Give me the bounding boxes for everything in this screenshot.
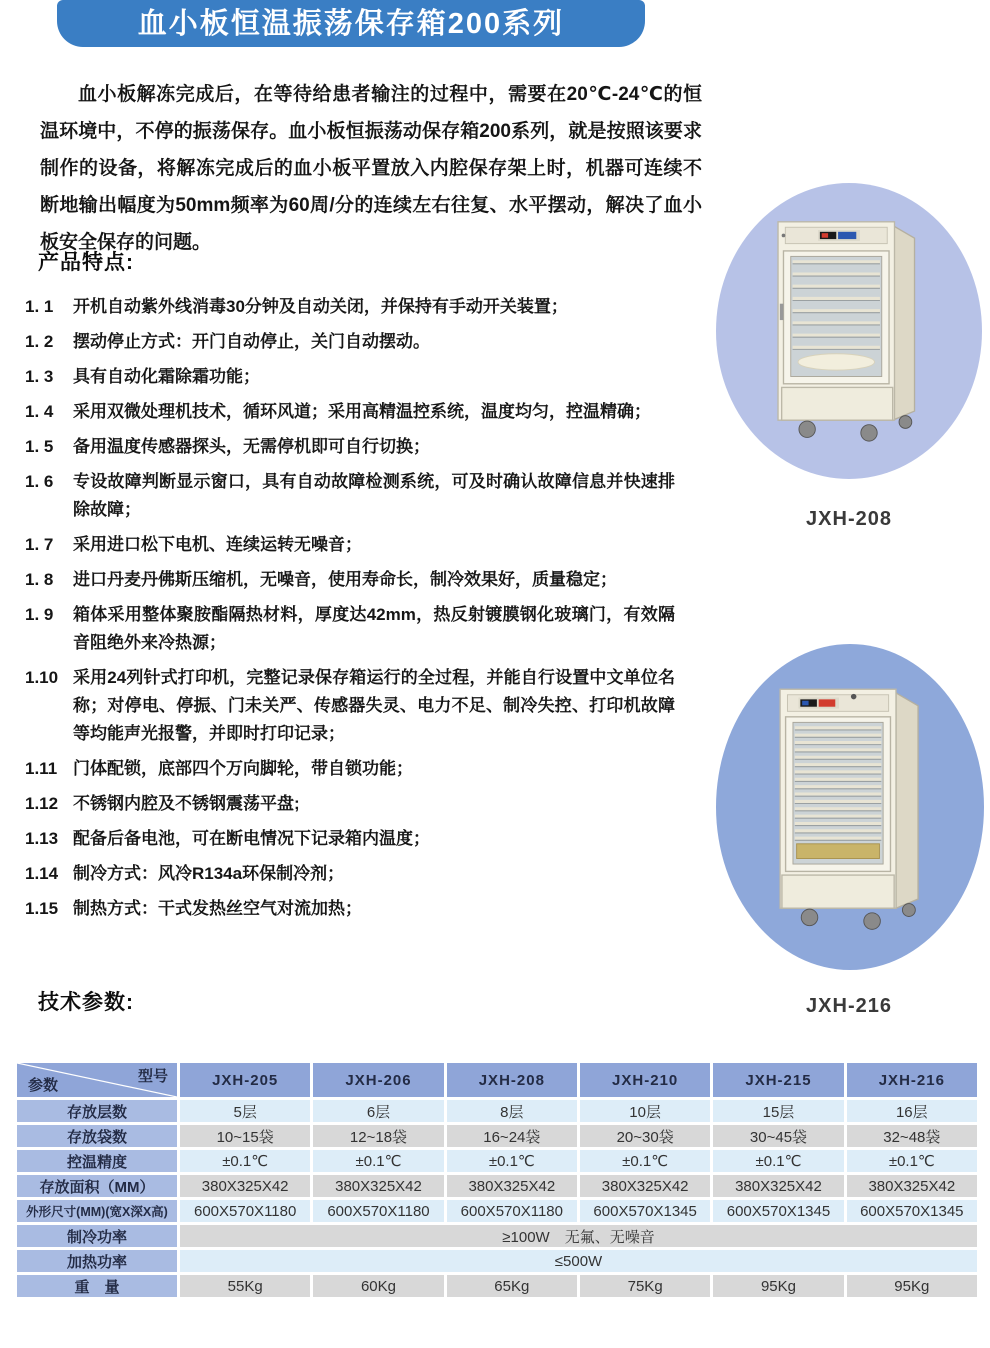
- feature-item: [25, 531, 675, 559]
- spec-value: 600X570X1180: [313, 1200, 443, 1222]
- feature-number: 1.15: [25, 899, 59, 918]
- spec-value: ±0.1℃: [447, 1150, 577, 1172]
- spec-value: 30~45袋: [713, 1125, 843, 1147]
- spec-value: ±0.1℃: [580, 1150, 710, 1172]
- feature-text: 进口丹麦丹佛斯压缩机，无噪音，使用寿命长，制冷效果好，质量稳定；: [73, 570, 617, 589]
- model-header: JXH-215: [713, 1063, 843, 1097]
- feature-number: 1. 7: [25, 535, 54, 554]
- spec-value: 600X570X1345: [713, 1200, 843, 1222]
- feature-text: 专设故障判断显示窗口，具有自动故障检测系统，可及时确认故障信息并快速排除故障；: [73, 472, 675, 519]
- spec-row-label: 存放层数: [17, 1100, 177, 1122]
- spec-value: 65Kg: [447, 1275, 577, 1297]
- feature-text: 制冷方式：风冷R134a环保制冷剂；: [73, 864, 345, 883]
- page-title: 血小板恒温振荡保存箱200系列: [57, 0, 645, 47]
- feature-text: 开机自动紫外线消毒30分钟及自动关闭，并保持有手动开关装置；: [73, 297, 568, 316]
- model-header: JXH-210: [580, 1063, 710, 1097]
- feature-item: [25, 895, 675, 923]
- feature-number: 1. 6: [25, 472, 54, 491]
- product-photo-circle-2: [716, 644, 984, 970]
- model-header: JXH-208: [447, 1063, 577, 1097]
- spec-value: ±0.1℃: [180, 1150, 310, 1172]
- product-image-jxh208: [758, 210, 940, 452]
- spec-value: ±0.1℃: [313, 1150, 443, 1172]
- feature-number: 1.10: [25, 668, 59, 687]
- spec-row-label: 控温精度: [17, 1150, 177, 1172]
- feature-text: 采用24列针式打印机，完整记录保存箱运行的全过程，并能自行设置中文单位名称；对停电、停振、门未关严、传感器失灵、电力不足、制冷失控、打印机故障等均能声光报警，并即时打印记录；: [73, 668, 675, 743]
- spec-value: 10~15袋: [180, 1125, 310, 1147]
- product-photo-circle-1: [716, 183, 982, 479]
- spec-value: 20~30袋: [580, 1125, 710, 1147]
- feature-number: 1. 2: [25, 332, 54, 351]
- feature-number: 1. 1: [25, 297, 54, 316]
- feature-list: [25, 293, 675, 930]
- spec-value: 380X325X42: [580, 1175, 710, 1197]
- spec-row: [17, 1100, 977, 1122]
- spec-table: [14, 1060, 980, 1300]
- spec-table-head-row: [17, 1063, 977, 1097]
- feature-text: 摆动停止方式：开门自动停止，关门自动摆动。: [73, 332, 430, 351]
- product-label-2: JXH-216: [806, 995, 892, 1017]
- feature-number: 1. 9: [25, 605, 54, 624]
- spec-value: 75Kg: [580, 1275, 710, 1297]
- spec-value: 5层: [180, 1100, 310, 1122]
- corner-label-param: 参数: [28, 1077, 59, 1094]
- spec-value-span: ≤500W: [180, 1250, 977, 1272]
- spec-row-label: 制冷功率: [17, 1225, 177, 1247]
- spec-row: [17, 1175, 977, 1197]
- features-heading: 产品特点:: [38, 251, 134, 274]
- corner-cell: [17, 1063, 177, 1097]
- feature-item: [25, 860, 675, 888]
- spec-table-body: [17, 1100, 977, 1297]
- spec-value: 600X570X1180: [447, 1200, 577, 1222]
- feature-text: 采用双微处理机技术，循环风道；采用高精温控系统，温度均匀，控温精确；: [73, 402, 651, 421]
- spec-value: 32~48袋: [847, 1125, 977, 1147]
- feature-item: [25, 790, 675, 818]
- spec-value: 380X325X42: [847, 1175, 977, 1197]
- spec-value: 380X325X42: [447, 1175, 577, 1197]
- feature-number: 1.14: [25, 864, 59, 883]
- feature-item: [25, 468, 675, 524]
- feature-item: [25, 755, 675, 783]
- spec-value: 600X570X1180: [180, 1200, 310, 1222]
- spec-row-label: 加热功率: [17, 1250, 177, 1272]
- feature-item: [25, 363, 675, 391]
- feature-item: [25, 433, 675, 461]
- spec-row: [17, 1275, 977, 1297]
- spec-value: ±0.1℃: [713, 1150, 843, 1172]
- feature-text: 备用温度传感器探头，无需停机即可自行切换；: [73, 437, 430, 456]
- spec-value: 12~18袋: [313, 1125, 443, 1147]
- spec-value: 10层: [580, 1100, 710, 1122]
- feature-item: [25, 664, 675, 748]
- specs-heading: 技术参数:: [38, 991, 134, 1014]
- spec-value: 600X570X1345: [580, 1200, 710, 1222]
- feature-text: 制热方式：干式发热丝空气对流加热；: [73, 899, 362, 918]
- model-header: JXH-206: [313, 1063, 443, 1097]
- feature-text: 箱体采用整体聚胺酯隔热材料，厚度达42mm，热反射镀膜钢化玻璃门，有效隔音阻绝外来冷热源；: [73, 605, 675, 652]
- spec-value: 16~24袋: [447, 1125, 577, 1147]
- product-label-1: JXH-208: [806, 508, 892, 530]
- spec-value: 60Kg: [313, 1275, 443, 1297]
- spec-row-label: 外形尺寸(MM)(宽X深X高): [17, 1200, 177, 1222]
- spec-value: 8层: [447, 1100, 577, 1122]
- feature-item: [25, 328, 675, 356]
- feature-item: [25, 398, 675, 426]
- model-header: JXH-216: [847, 1063, 977, 1097]
- feature-text: 门体配锁，底部四个万向脚轮，带自锁功能；: [73, 759, 413, 778]
- spec-value: 16层: [847, 1100, 977, 1122]
- feature-item: [25, 601, 675, 657]
- feature-text: 具有自动化霜除霜功能；: [73, 367, 260, 386]
- spec-value: 600X570X1345: [847, 1200, 977, 1222]
- feature-text: 不锈钢内腔及不锈钢震荡平盘;: [73, 794, 300, 813]
- spec-row: [17, 1150, 977, 1172]
- spec-row: [17, 1200, 977, 1222]
- spec-value: 95Kg: [847, 1275, 977, 1297]
- product-image-jxh216: [758, 671, 942, 943]
- spec-value: 15层: [713, 1100, 843, 1122]
- spec-value: ±0.1℃: [847, 1150, 977, 1172]
- feature-number: 1. 4: [25, 402, 54, 421]
- feature-text: 采用进口松下电机、连续运转无噪音；: [73, 535, 362, 554]
- feature-number: 1.12: [25, 794, 59, 813]
- spec-row: [17, 1225, 977, 1247]
- spec-value: 6层: [313, 1100, 443, 1122]
- feature-item: [25, 293, 675, 321]
- spec-row: [17, 1250, 977, 1272]
- feature-number: 1.11: [25, 759, 58, 778]
- spec-row-label: 存放袋数: [17, 1125, 177, 1147]
- feature-item: [25, 825, 675, 853]
- spec-value: 380X325X42: [313, 1175, 443, 1197]
- spec-value: 380X325X42: [180, 1175, 310, 1197]
- spec-row-label: 存放面积（MM）: [17, 1175, 177, 1197]
- feature-number: 1. 3: [25, 367, 54, 386]
- feature-item: [25, 566, 675, 594]
- spec-value: 380X325X42: [713, 1175, 843, 1197]
- feature-number: 1.13: [25, 829, 59, 848]
- spec-row-label: 重 量: [17, 1275, 177, 1297]
- intro-paragraph: 血小板解冻完成后，在等待给患者输注的过程中，需要在20℃-24℃的恒温环境中，不停的振荡保存。血小板恒振荡动保存箱200系列，就是按照该要求制作的设备，将解冻完成后的血小板平置放入内腔保存架上时，机器可连续不断地输出幅度为50mm频率为60周/分的连续左右往复、水平摆动，解决了血小板安全保存的问题。: [40, 84, 702, 253]
- spec-value: 95Kg: [713, 1275, 843, 1297]
- corner-label-model: 型号: [137, 1068, 168, 1085]
- spec-row: [17, 1125, 977, 1147]
- model-header: JXH-205: [180, 1063, 310, 1097]
- feature-text: 配备后备电池，可在断电情况下记录箱内温度；: [73, 829, 430, 848]
- feature-number: 1. 5: [25, 437, 54, 456]
- spec-value: 55Kg: [180, 1275, 310, 1297]
- feature-number: 1. 8: [25, 570, 54, 589]
- spec-value-span: ≥100W 无氟、无噪音: [180, 1225, 977, 1247]
